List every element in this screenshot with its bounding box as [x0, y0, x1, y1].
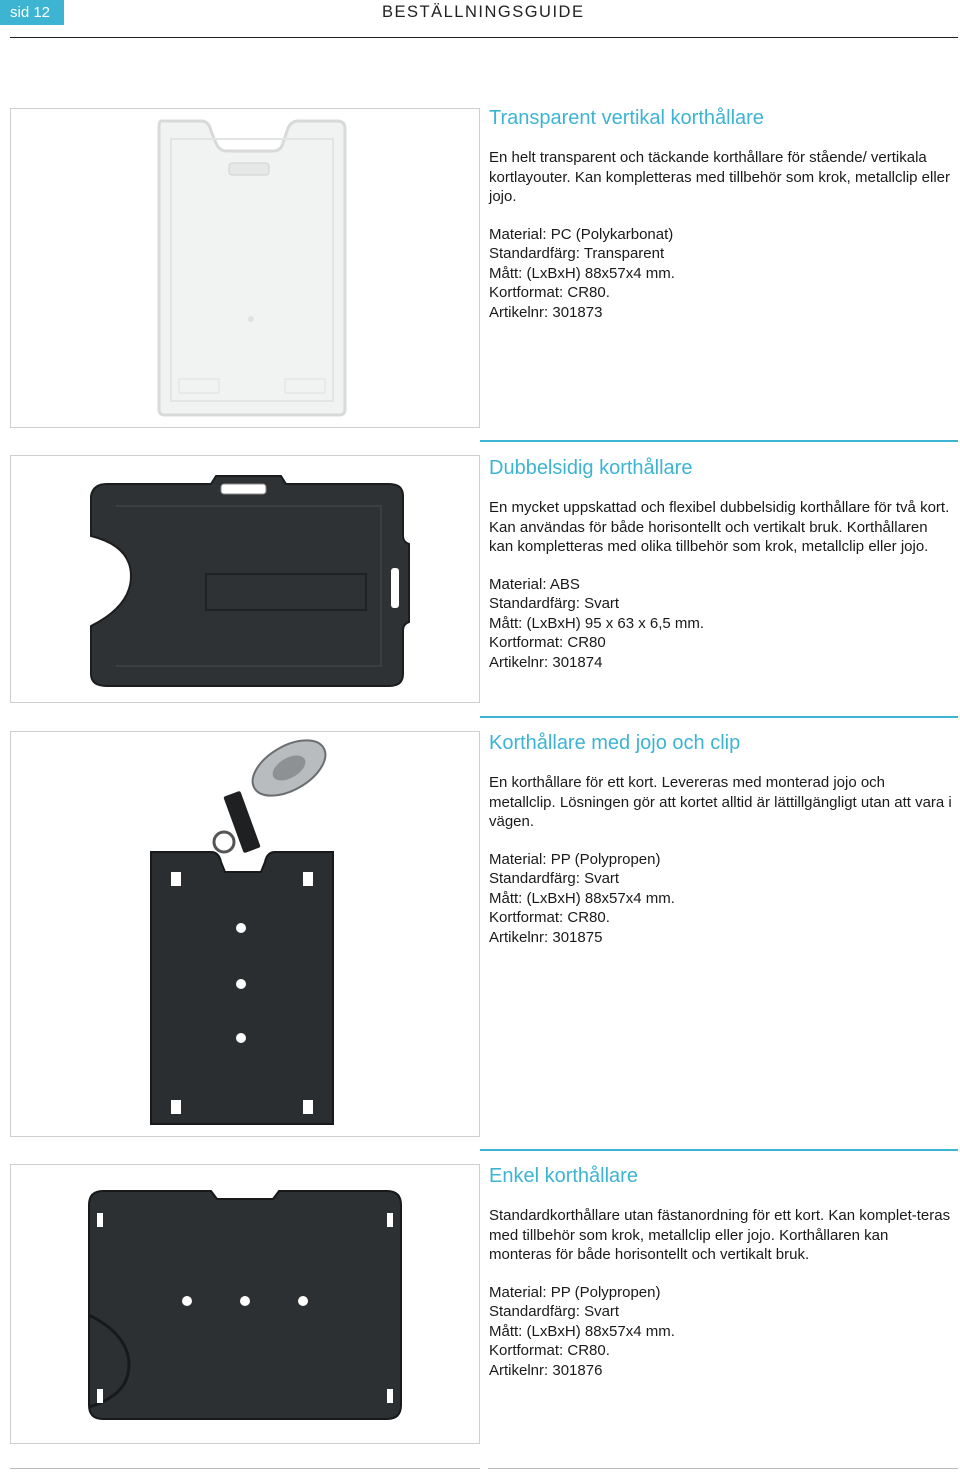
spec-article-number: Artikelnr: 301875	[489, 928, 603, 946]
spec-color: Standardfärg: Transparent	[489, 245, 665, 262]
spec-list	[489, 575, 954, 673]
spec-card-format: Kortformat: CR80.	[489, 284, 610, 301]
section-simple-holder	[489, 1164, 954, 1380]
footer-rule-left	[10, 1468, 480, 1469]
spec-material: Material: PP (Polypropen)	[489, 850, 661, 868]
spec-card-format: Kortformat: CR80	[489, 634, 606, 651]
spec-list	[489, 225, 954, 323]
section-divider	[480, 716, 958, 718]
spec-list	[489, 1283, 954, 1381]
yoyo-holder-illustration	[11, 732, 479, 1136]
spec-dimensions: Mått: (LxBxH) 88x57x4 mm.	[489, 889, 675, 907]
spec-article-number: Artikelnr: 301876	[489, 1361, 603, 1379]
section-description: En korthållare för ett kort. Levereras med monterad jojo och metallclip. Lösningen gör att kortet alltid är lättillgängligt utan att vara i vägen.	[489, 774, 952, 830]
spec-color: Standardfärg: Svart	[489, 595, 620, 612]
section-yoyo-holder	[489, 731, 954, 947]
spec-material: Material: ABS	[489, 575, 580, 593]
page-number: sid 12	[0, 0, 64, 25]
transparent-holder-illustration	[11, 109, 479, 427]
spec-material: Material: PP (Polypropen)	[489, 1283, 661, 1301]
spec-article-number: Artikelnr: 301874	[489, 653, 603, 671]
section-description: Standardkorthållare utan fästanordning för ett kort. Kan komplet-teras med tillbehör som krok, metallclip eller jojo. Korthållaren kan monteras för både horisontellt och vertikalt bruk.	[489, 1207, 951, 1263]
page-header	[0, 0, 960, 40]
product-image-double-holder	[10, 455, 480, 703]
spec-material: Material: PC (Polykarbonat)	[489, 225, 674, 243]
section-title: Transparent vertikal korthållare	[489, 107, 764, 129]
section-description: En helt transparent och täckande korthållare för stående/ vertikala kortlayouter. Kan kompletteras med tillbehör som krok, metallclip eller jojo.	[489, 149, 951, 205]
spec-list	[489, 850, 954, 948]
spec-dimensions: Mått: (LxBxH) 88x57x4 mm.	[489, 264, 675, 282]
section-double-holder	[489, 456, 954, 672]
spec-card-format: Kortformat: CR80.	[489, 909, 610, 926]
spec-dimensions: Mått: (LxBxH) 95 x 63 x 6,5 mm.	[489, 614, 705, 632]
spec-color: Standardfärg: Svart	[489, 1303, 620, 1320]
product-image-yoyo-holder	[10, 731, 480, 1137]
section-title: Enkel korthållare	[489, 1165, 638, 1187]
double-holder-illustration	[11, 456, 479, 702]
product-image-transparent-holder	[10, 108, 480, 428]
section-transparent-holder	[489, 106, 954, 322]
section-divider	[480, 440, 958, 442]
product-image-simple-holder	[10, 1164, 480, 1444]
spec-card-format: Kortformat: CR80.	[489, 1342, 610, 1359]
spec-article-number: Artikelnr: 301873	[489, 303, 603, 321]
section-title: Korthållare med jojo och clip	[489, 732, 741, 754]
section-description: En mycket uppskattad och flexibel dubbelsidig korthållare för två kort. Kan användas för både horisontellt och vertikalt bruk. Korthållaren kan kompletteras med olika tillbehör som krok, metallclip eller jojo.	[489, 499, 950, 555]
guide-title: BESTÄLLNINGSGUIDE	[382, 3, 585, 21]
simple-holder-illustration	[11, 1165, 479, 1443]
spec-color: Standardfärg: Svart	[489, 870, 620, 887]
spec-dimensions: Mått: (LxBxH) 88x57x4 mm.	[489, 1322, 675, 1340]
header-rule	[10, 37, 958, 38]
footer-rule-right	[488, 1468, 958, 1469]
section-divider	[480, 1149, 958, 1151]
section-title: Dubbelsidig korthållare	[489, 457, 693, 479]
